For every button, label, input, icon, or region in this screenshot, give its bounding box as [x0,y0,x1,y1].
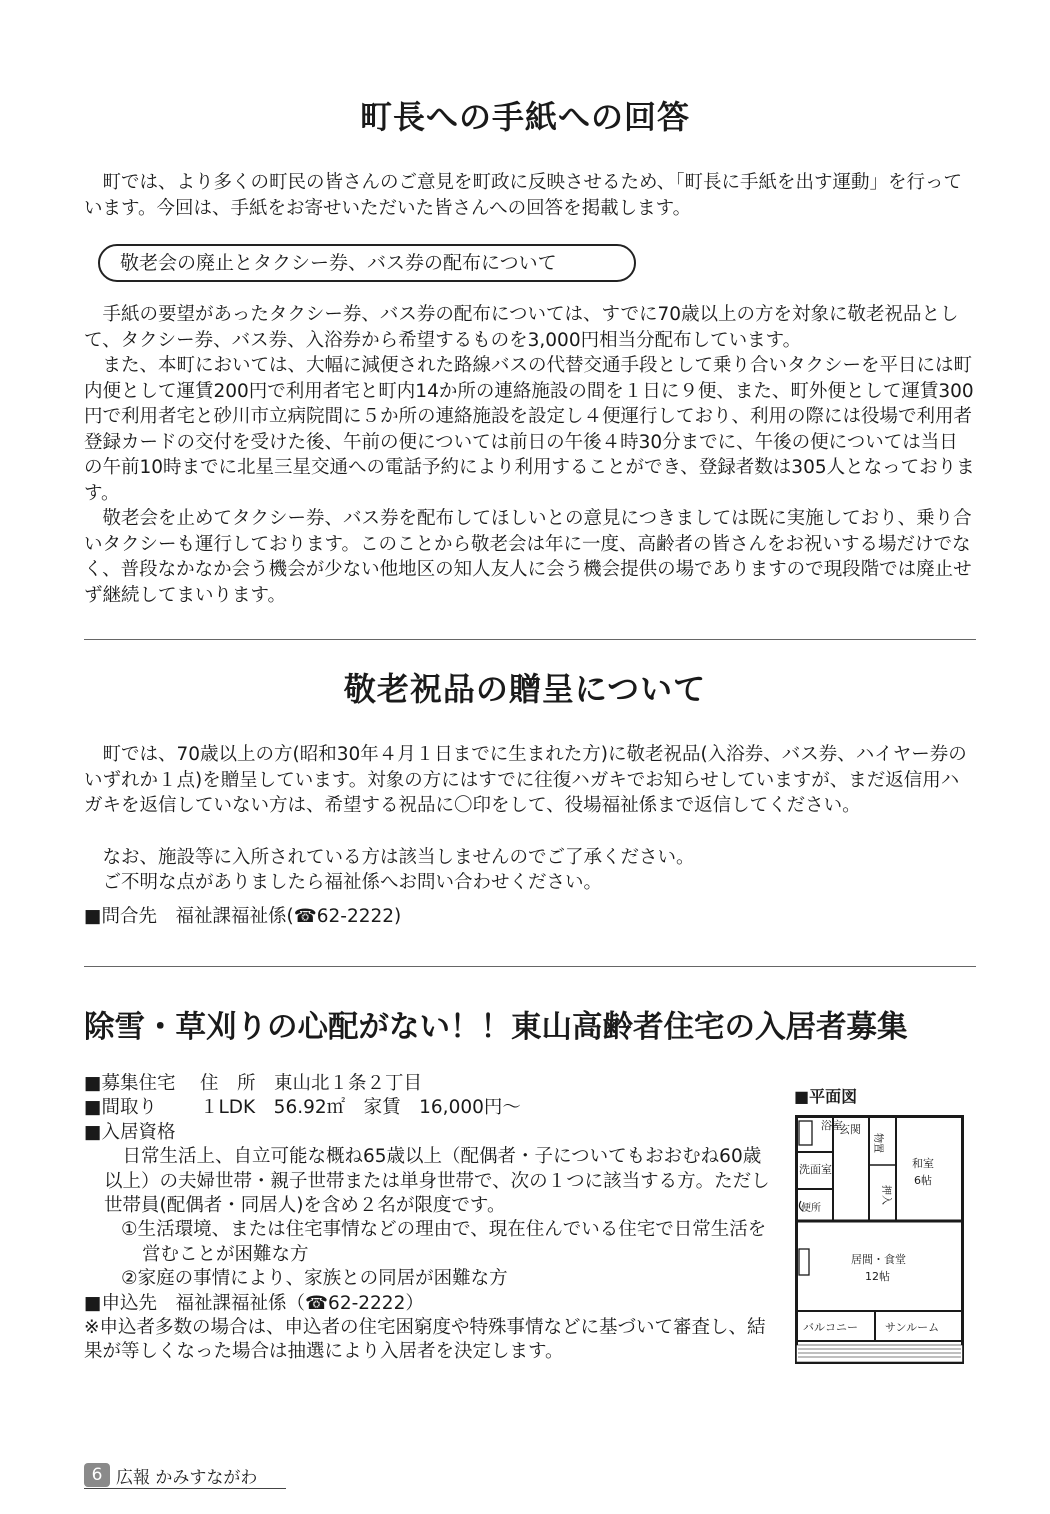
plan-bath: 浴室 [821,1119,843,1132]
plan-washitsu-size: 6帖 [914,1174,932,1187]
gift-section-title: 敬老祝品の贈呈について [343,670,707,708]
gift-contact [84,902,401,928]
page-number: 6 [84,1463,110,1487]
housing-label: ■募集住宅 [84,1073,176,1094]
housing-details [84,1072,774,1365]
answer-paragraph-2: また、本町においては、大幅に減便された路線バスの代替交通手段として乗り合いタクシーを平日には町内便として運賃200円で利用者宅と町内14か所の連絡施設の間を１日に９便、また、町外便として運賃300円で利用者宅と砂川市立病院間に５か所の連絡施設を設定し４便運行しており、利用の際には役場で利用者登録カードの交付を受けた後、午前の便については前日の午後４時30分までに、午後の便については当日の午前10時までに北星三星交通への電話予約により利用することができ、登録者数は305人となっております。 [84,355,975,504]
plan-washitsu: 和室 [912,1157,934,1170]
qualification-item-1: ①生活環境、または住宅事情などの理由で、現在住んでいる住宅で日常生活を営むことが困難な方 [121,1219,767,1265]
answer-paragraph-1: 手紙の要望があったタクシー券、バス券の配布については、すでに70歳以上の方を対象に敬老祝品として、タクシー券、バス券、入浴券から希望するものを3,000円相当分配布しています。 [84,304,959,351]
plan-closet: 押入 [880,1185,891,1205]
intro-text: 町では、より多くの町民の皆さんのご意見を町政に反映させるため、「町長に手紙を出す運動」を行っています。今回は、手紙をお寄せいただいた皆さんへの回答を掲載します。 [84,172,963,219]
gift-paragraph-3: ご不明な点がありましたら福祉係へお問い合わせください。 [102,872,603,893]
layout-label: ■間取り [84,1097,157,1119]
plan-balcony: バルコニー [803,1321,858,1334]
plan-toilet: 便所 [801,1203,821,1214]
apply-value: 福祉課福祉係（☎62-2222） [175,1292,424,1314]
contact-value: 福祉課福祉係(☎62-2222) [175,906,402,927]
answer-paragraph-3: 敬老会を止めてタクシー券、バス券を配布してほしいとの意見につきましては既に実施しており、乗り合いタクシーも運行しております。このことから敬老会は年に一度、高齢者の皆さんをお祝いする場だけでなく、普段なかなか会う機会が少ない他地区の知人友人に会う機会提供の場でありますので現段階では廃止せず継続してまいります。 [84,508,972,606]
housing-address: 住 所 東山北１条２丁目 [200,1073,423,1094]
selection-note: ※申込者多数の場合は、申込者の住宅困窮度や特殊事情などに基づいて審査し、結果が等しくなった場合は抽選により入居者を決定します。 [84,1317,766,1363]
plan-washroom: 洗面室 [799,1163,832,1176]
gift-paragraph-1: 町では、70歳以上の方(昭和30年４月１日までに生まれた方)に敬老祝品(入浴券、バス券、ハイヤー券のいずれか１点)を贈呈しています。対象の方にはすでに往復ハガキでお知らせしていますが、まだ返信用ハガキを返信していない方は、希望する祝品に〇印をして、役場福祉係まで返信してください。 [84,744,967,817]
contact-label: ■問合先 [84,906,157,927]
qualification-label: ■入居資格 [84,1121,176,1143]
qualification-item-2: ②家庭の事情により、家族との同居が困難な方 [121,1268,508,1290]
page-title: 町長への手紙への回答 [359,98,690,136]
topic-heading: 敬老会の廃止とタクシー券、バス券の配布について [98,244,636,282]
plan-living: 居間・食堂 [851,1253,906,1266]
layout-value: １LDK 56.92㎡ 家賃 16,000円～ [200,1097,521,1119]
housing-section-title: 除雪・草刈りの心配がない！！東山高齢者住宅の入居者募集 [84,1010,908,1045]
floor-plan [795,1115,965,1365]
section-divider [84,966,976,967]
apply-label: ■申込先 [84,1292,157,1314]
plan-entrance: 玄関 [839,1123,861,1136]
plan-sunroom: サンルーム [885,1321,940,1334]
plan-storage: 物置 [872,1133,883,1153]
qualification-text: 日常生活上、自立可能な概ね65歳以上（配偶者・子についてもおおむね60歳以上）の夫婦世帯・親子世帯または単身世帯で、次の１つに該当する方。ただし世帯員(配偶者・同居人)を含め２名が限度です。 [104,1146,770,1217]
publication-name: 広報 かみすながわ [116,1468,258,1488]
page-footer [84,1462,286,1489]
gift-paragraph-2: なお、施設等に入所されている方は該当しませんのでご了承ください。 [102,847,695,868]
floorplan-title: ■平面図 [794,1087,858,1106]
plan-living-size: 12帖 [865,1270,890,1283]
section-divider [84,639,976,640]
